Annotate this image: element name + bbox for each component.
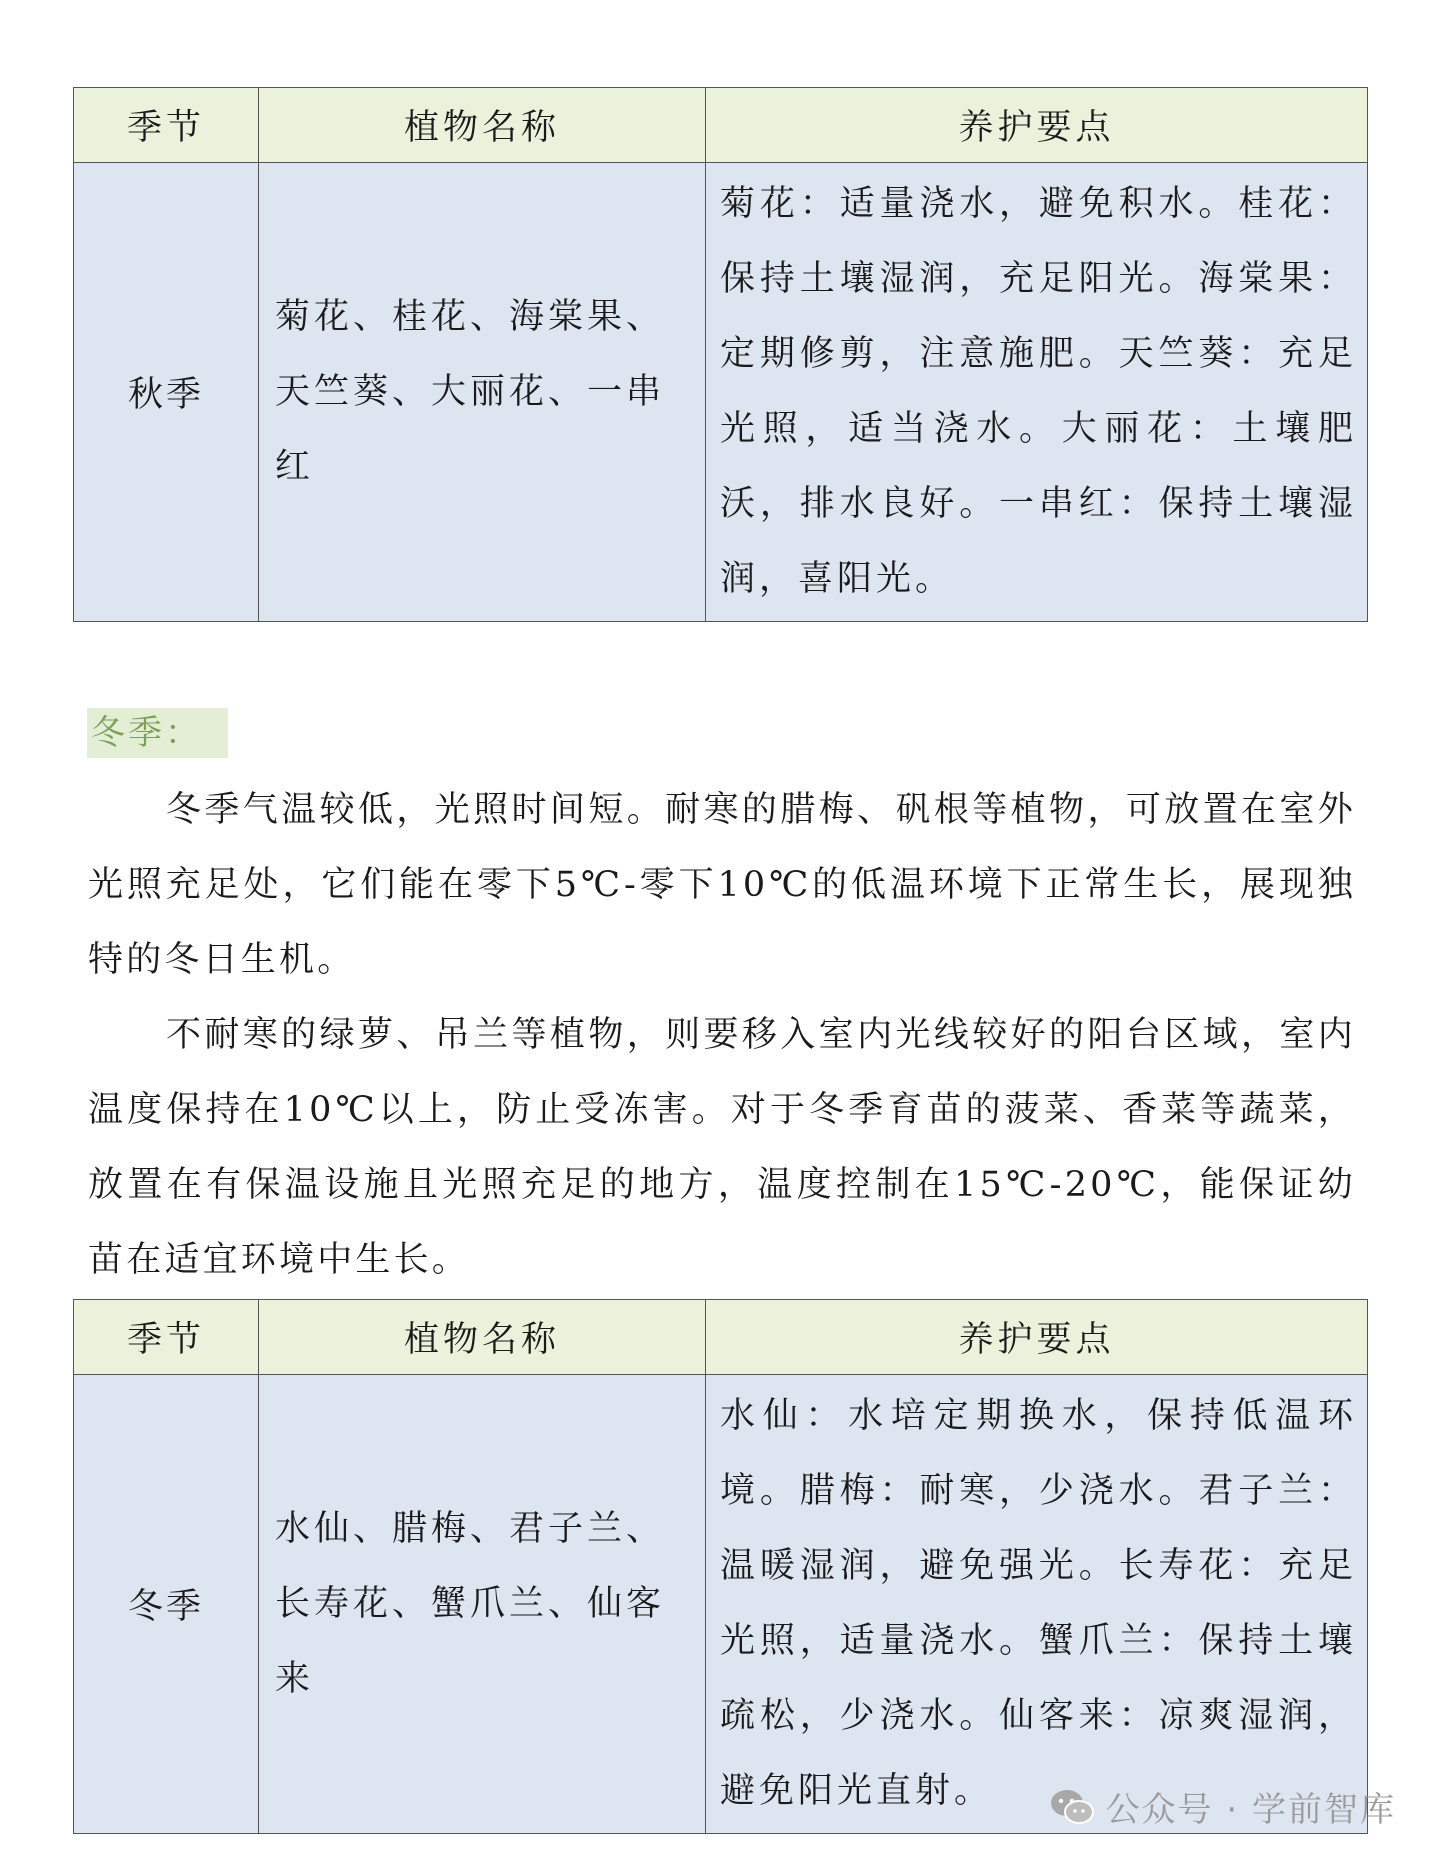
table-header-row xyxy=(74,1300,1368,1375)
plant-names-cell: 菊花、桂花、海棠果、天竺葵、大丽花、一串红 xyxy=(259,163,706,622)
watermark-text: 公众号 · 学前智库 xyxy=(1105,1790,1396,1830)
section-title: 冬季： xyxy=(87,708,228,758)
autumn-care-table xyxy=(73,87,1368,622)
wechat-icon xyxy=(1048,1787,1096,1827)
header-care-points: 养护要点 xyxy=(706,1300,1368,1375)
care-points-cell: 菊花：适量浇水，避免积水。桂花：保持土壤湿润，充足阳光。海棠果：定期修剪，注意施肥。天竺葵：充足光照，适当浇水。大丽花：土壤肥沃，排水良好。一串红：保持土壤湿润，喜阳光。 xyxy=(706,163,1368,622)
season-cell: 冬季 xyxy=(74,1375,259,1834)
care-points-cell: 水仙：水培定期换水，保持低温环境。腊梅：耐寒，少浇水。君子兰：温暖湿润，避免强光。长寿花：充足光照，适量浇水。蟹爪兰：保持土壤疏松，少浇水。仙客来：凉爽湿润，避免阳光直射。 xyxy=(706,1375,1368,1834)
paragraph: 不耐寒的绿萝、吊兰等植物，则要移入室内光线较好的阳台区域，室内温度保持在10℃以上，防止受冻害。对于冬季育苗的菠菜、香菜等蔬菜，放置在有保温设施且光照充足的地方，温度控制在15℃-20℃，能保证幼苗在适宜环境中生长。 xyxy=(88,1015,1356,1280)
header-season: 季节 xyxy=(74,88,259,163)
paragraph: 冬季气温较低，光照时间短。耐寒的腊梅、矾根等植物，可放置在室外光照充足处，它们能在零下5℃-零下10℃的低温环境下正常生长，展现独特的冬日生机。 xyxy=(88,790,1356,980)
season-cell: 秋季 xyxy=(74,163,259,622)
header-plant-name: 植物名称 xyxy=(259,1300,706,1375)
plant-names-cell: 水仙、腊梅、君子兰、长寿花、蟹爪兰、仙客来 xyxy=(259,1375,706,1834)
winter-care-table xyxy=(73,1299,1368,1834)
table-header-row xyxy=(74,88,1368,163)
header-plant-name: 植物名称 xyxy=(259,88,706,163)
header-care-points: 养护要点 xyxy=(706,88,1368,163)
header-season: 季节 xyxy=(74,1300,259,1375)
table-row xyxy=(74,163,1368,622)
watermark xyxy=(1048,1782,1396,1831)
table-row xyxy=(74,1375,1368,1834)
